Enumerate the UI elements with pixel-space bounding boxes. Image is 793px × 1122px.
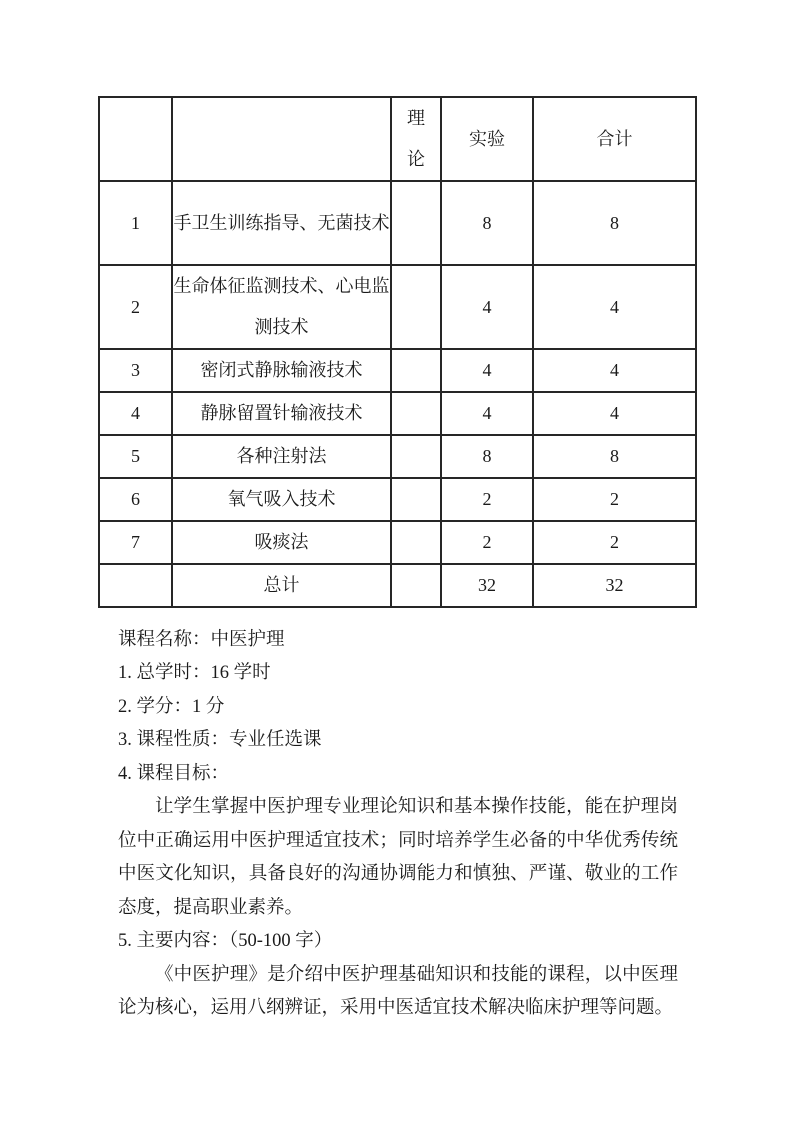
table-header-row <box>99 97 696 181</box>
experiment-hours-cell: 8 <box>441 181 533 265</box>
total-hours-cell: 4 <box>533 265 696 349</box>
row-index-cell: 2 <box>99 265 172 349</box>
theory-header-label: 理论 <box>406 108 425 169</box>
theory-hours-cell <box>391 181 441 265</box>
grand-total-label-cell: 总计 <box>172 564 391 607</box>
total-hours-cell: 8 <box>533 181 696 265</box>
total-hours-cell: 4 <box>533 349 696 392</box>
course-item-cell: 密闭式静脉输液技术 <box>172 349 391 392</box>
table-row <box>99 265 696 349</box>
experiment-hours-cell: 2 <box>441 478 533 521</box>
row-index-cell <box>99 564 172 607</box>
theory-hours-cell <box>391 478 441 521</box>
course-summary-paragraph: 《中医护理》是介绍中医护理基础知识和技能的课程，以中医理论为核心，运用八纲辨证，采用中医适宜技术解决临床护理等问题。 <box>118 964 678 1018</box>
table-row <box>99 478 696 521</box>
row-index-cell: 1 <box>99 181 172 265</box>
table-row <box>99 435 696 478</box>
total-hours-cell: 32 <box>533 564 696 607</box>
total-hours-item: 1. 总学时：16 学时 <box>118 663 271 684</box>
experiment-hours-cell: 4 <box>441 349 533 392</box>
theory-hours-cell <box>391 392 441 435</box>
table-row <box>99 392 696 435</box>
table-row <box>99 181 696 265</box>
theory-hours-cell <box>391 521 441 564</box>
item-header-cell <box>172 97 391 181</box>
table-row <box>99 349 696 392</box>
course-item-cell: 静脉留置针输液技术 <box>172 392 391 435</box>
table-total-row <box>99 564 696 607</box>
theory-hours-cell <box>391 349 441 392</box>
course-type-item: 3. 课程性质：专业任选课 <box>118 730 322 751</box>
experiment-header-cell: 实验 <box>441 97 533 181</box>
course-item-cell: 氧气吸入技术 <box>172 478 391 521</box>
course-description <box>118 624 678 1025</box>
total-hours-cell: 2 <box>533 478 696 521</box>
experiment-hours-cell: 32 <box>441 564 533 607</box>
total-hours-cell: 2 <box>533 521 696 564</box>
row-index-cell: 3 <box>99 349 172 392</box>
course-objective-paragraph: 让学生掌握中医护理专业理论知识和基本操作技能，能在护理岗位中正确运用中医护理适宜技术；同时培养学生必备的中华优秀传统中医文化知识，具备良好的沟通协调能力和慎独、严谨、敬业的工作态度，提高职业素养。 <box>118 797 678 918</box>
course-item-cell: 各种注射法 <box>172 435 391 478</box>
course-name-line: 课程名称：中医护理 <box>118 630 285 650</box>
theory-hours-cell <box>391 435 441 478</box>
theory-hours-cell <box>391 265 441 349</box>
main-content-heading: 5. 主要内容：（50-100 字） <box>118 931 333 952</box>
total-hours-cell: 8 <box>533 435 696 478</box>
index-header-cell <box>99 97 172 181</box>
course-item-cell: 生命体征监测技术、心电监测技术 <box>172 265 391 349</box>
theory-hours-cell <box>391 564 441 607</box>
total-hours-cell: 4 <box>533 392 696 435</box>
row-index-cell: 6 <box>99 478 172 521</box>
row-index-cell: 5 <box>99 435 172 478</box>
table-row <box>99 521 696 564</box>
course-objective-heading: 4. 课程目标： <box>118 763 230 784</box>
row-index-cell: 7 <box>99 521 172 564</box>
theory-header-cell <box>391 97 441 181</box>
experiment-hours-cell: 2 <box>441 521 533 564</box>
practice-hours-table <box>98 96 697 608</box>
row-index-cell: 4 <box>99 392 172 435</box>
experiment-hours-cell: 4 <box>441 392 533 435</box>
experiment-hours-cell: 4 <box>441 265 533 349</box>
experiment-hours-cell: 8 <box>441 435 533 478</box>
credits-item: 2. 学分：1 分 <box>118 696 225 717</box>
total-header-cell: 合计 <box>533 97 696 181</box>
course-item-cell: 吸痰法 <box>172 521 391 564</box>
course-item-cell: 手卫生训练指导、无菌技术 <box>172 181 391 265</box>
